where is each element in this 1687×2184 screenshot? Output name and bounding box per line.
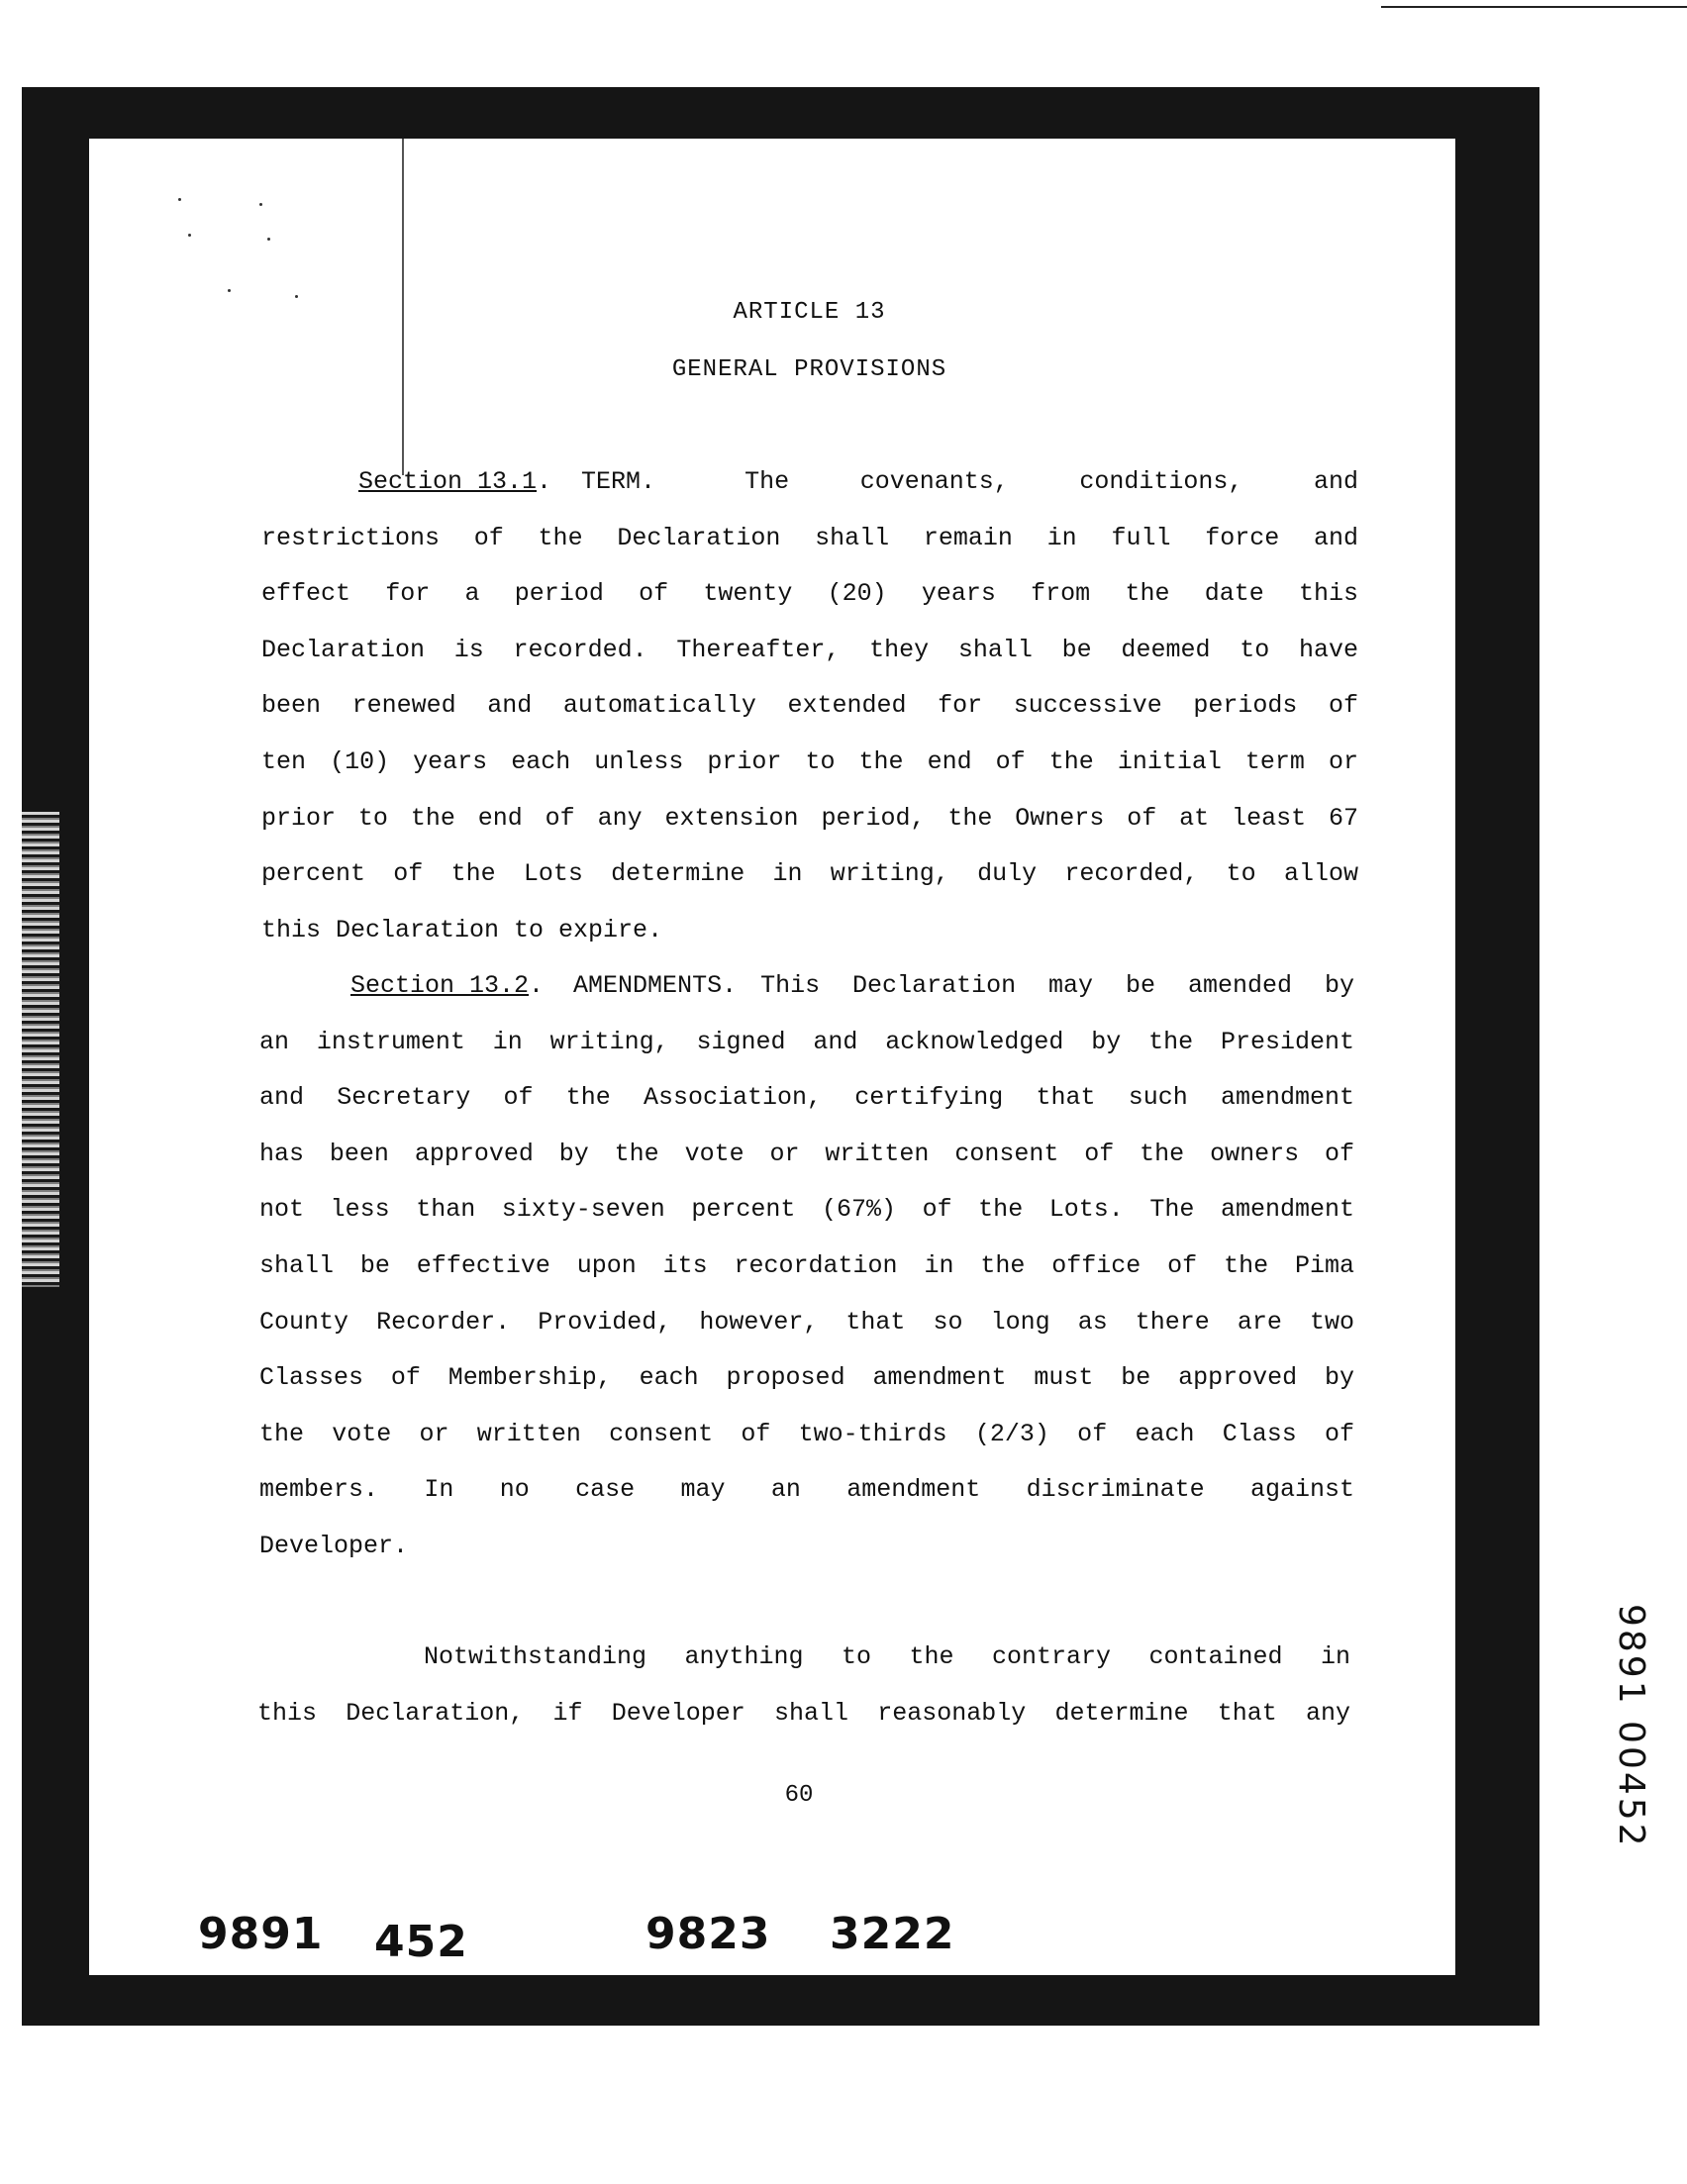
section-13-1-heading: TERM. <box>581 467 656 496</box>
section-13-1-line: restrictions of the Declaration shall remain in full force and <box>261 523 1358 552</box>
stamp-sequence: 3222 <box>830 1909 955 1959</box>
scan-speck <box>295 295 298 298</box>
section-13-2-line: This Declaration may be amended by <box>760 971 1354 1000</box>
scan-speck <box>178 198 181 201</box>
article-number: ARTICLE 13 <box>733 299 886 326</box>
section-13-2-line: the vote or written consent of two-thirds (2/3) of each Class of <box>259 1419 1354 1448</box>
stamp-docket: 9823 <box>645 1909 771 1959</box>
section-13-1 <box>261 454 1358 958</box>
section-13-1-line: ten (10) years each unless prior to the end of the initial term or <box>261 746 1358 776</box>
stamp-book: 9891 <box>198 1909 324 1959</box>
notwithstanding-paragraph <box>257 1630 1350 1741</box>
section-13-1-line: percent of the Lots determine in writing, duly recorded, to allow <box>261 859 1358 889</box>
section-13-2-line: Developer. <box>259 1531 409 1560</box>
notwithstanding-line: Notwithstanding anything to the contrary contained in <box>424 1642 1350 1671</box>
section-13-2-label: Section 13.2 <box>350 971 530 1000</box>
section-13-1-line: been renewed and automatically extended for successive periods of <box>261 691 1358 721</box>
section-13-1-line: prior to the end of any extension period, the Owners of at least 67 <box>261 803 1358 833</box>
article-title: GENERAL PROVISIONS <box>671 356 947 383</box>
section-13-2-line: has been approved by the vote or written consent of the owners of <box>259 1139 1354 1168</box>
section-13-2-first-line: Section 13.2. AMENDMENTS. This Declaration may be amended by <box>259 958 1354 1015</box>
scan-speck <box>188 234 191 237</box>
section-13-2-line: not less than sixty-seven percent (67%) of the Lots. The amendment <box>259 1195 1354 1225</box>
scan-speck <box>259 203 262 206</box>
page-number: 60 <box>784 1782 814 1809</box>
section-13-2-line: and Secretary of the Association, certifying that such amendment <box>259 1083 1354 1113</box>
section-13-2 <box>259 958 1354 1575</box>
notwithstanding-line: this Declaration, if Developer shall reasonably determine that any <box>257 1698 1350 1728</box>
section-13-1-line: The covenants, conditions, and <box>744 467 1358 496</box>
section-13-2-line: an instrument in writing, signed and acknowledged by the President <box>259 1027 1354 1056</box>
section-13-2-line: shall be effective upon its recordation in the office of the Pima <box>259 1250 1354 1280</box>
section-13-2-line: Classes of Membership, each proposed amendment must be approved by <box>259 1363 1354 1393</box>
section-13-1-first-line: Section 13.1. TERM. The covenants, conditions, and <box>261 454 1358 511</box>
side-stamp: 9891 00452 <box>1611 1604 1651 1849</box>
section-13-2-line: County Recorder. Provided, however, that so long as there are two <box>259 1307 1354 1337</box>
stamp-page: 452 <box>374 1917 468 1967</box>
section-13-1-line: this Declaration to expire. <box>261 915 663 944</box>
section-13-2-line: members. In no case may an amendment discriminate against <box>259 1475 1354 1505</box>
scan-noise-strip <box>22 812 59 1287</box>
section-13-1-line: effect for a period of twenty (20) years from the date this <box>261 579 1358 609</box>
scan-speck <box>228 289 231 292</box>
scan-top-rule <box>1381 6 1687 8</box>
section-13-1-line: Declaration is recorded. Thereafter, they shall be deemed to have <box>261 635 1358 664</box>
section-13-1-label: Section 13.1 <box>358 467 538 496</box>
scan-speck <box>267 238 270 241</box>
section-13-2-heading: AMENDMENTS. <box>573 971 738 1000</box>
